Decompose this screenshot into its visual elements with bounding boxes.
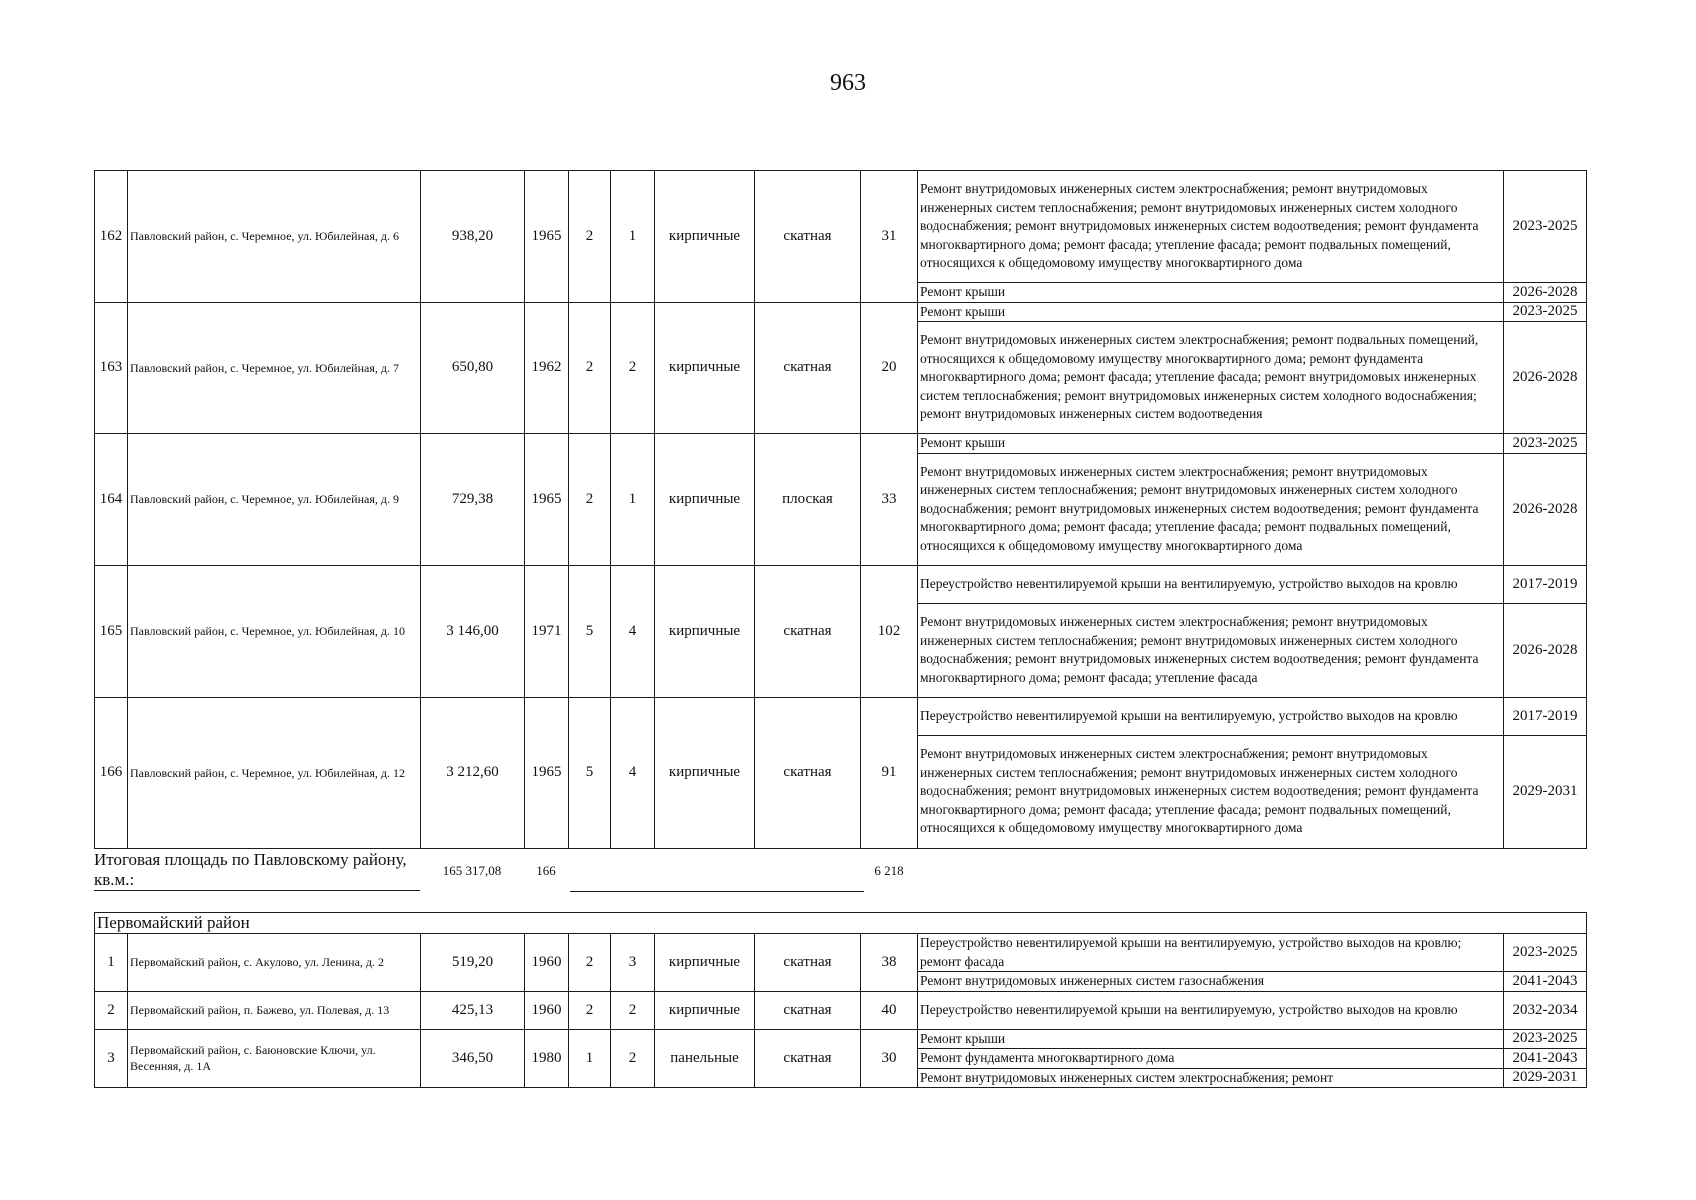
work-description: Переустройство невентилируемой крыши на вентилируемую, устройство выходов на кровлю [918,565,1504,603]
area-cell: 3 212,60 [421,697,525,848]
table-row [95,697,1587,735]
work-period: 2029-2031 [1504,735,1587,848]
work-description: Ремонт крыши [918,1029,1504,1049]
address-cell: Павловский район, с. Черемное, ул. Юбилейная, д. 9 [128,434,421,566]
apartments-cell: 40 [861,991,918,1029]
year-cell: 1965 [525,697,569,848]
total-label: Итоговая площадь по Павловскому району, кв.м.: [94,850,420,891]
work-period: 2017-2019 [1504,697,1587,735]
roof-type-cell: скатная [755,697,861,848]
entrances-cell: 2 [611,1029,655,1088]
roof-type-cell: плоская [755,434,861,566]
row-number: 2 [95,991,128,1029]
work-description: Ремонт внутридомовых инженерных систем электроснабжения; ремонт внутридомовых инженерных систем теплоснабжения; ремонт внутридомовых инженерных систем холодного водоснабжения; ремонт внутридомовых инженерных систем водоотведения; ремонт фундамента многоквартирного дома; ремонт фасада; утепление фасада; ремонт подвальных помещений, относящихся к общедомовому имуществу многоквартирного дома [918,735,1504,848]
work-description: Переустройство невентилируемой крыши на вентилируемую, устройство выходов на кровлю [918,991,1504,1029]
work-description: Ремонт крыши [918,302,1504,322]
area-cell: 729,38 [421,434,525,566]
work-period: 2032-2034 [1504,991,1587,1029]
area-cell: 3 146,00 [421,565,525,697]
year-cell: 1960 [525,991,569,1029]
work-description: Ремонт внутридомовых инженерных систем газоснабжения [918,972,1504,992]
work-description: Ремонт фундамента многоквартирного дома [918,1049,1504,1069]
work-period: 2026-2028 [1504,322,1587,434]
floors-cell: 2 [569,302,611,434]
entrances-cell: 2 [611,302,655,434]
entrances-cell: 4 [611,565,655,697]
apartments-cell: 31 [861,171,918,303]
row-number: 162 [95,171,128,303]
area-cell: 425,13 [421,991,525,1029]
table-row [95,991,1587,1029]
total-area: 165 317,08 [442,863,502,878]
entrances-cell: 2 [611,991,655,1029]
table-row [95,302,1587,322]
work-period: 2017-2019 [1504,565,1587,603]
address-cell: Первомайский район, с. Баюновские Ключи, ул. Весенняя, д. 1А [128,1029,421,1088]
entrances-cell: 4 [611,697,655,848]
table-row [95,171,1587,283]
walls-material-cell: панельные [655,1029,755,1088]
row-number: 3 [95,1029,128,1088]
work-period: 2029-2031 [1504,1068,1587,1088]
floors-cell: 2 [569,991,611,1029]
year-cell: 1960 [525,934,569,992]
work-period: 2041-2043 [1504,972,1587,992]
work-period: 2026-2028 [1504,453,1587,565]
total-count: 166 [536,863,556,878]
work-period: 2023-2025 [1504,1029,1587,1049]
year-cell: 1962 [525,302,569,434]
row-number: 165 [95,565,128,697]
work-description: Ремонт внутридомовых инженерных систем электроснабжения; ремонт [918,1068,1504,1088]
walls-material-cell: кирпичные [655,991,755,1029]
roof-type-cell: скатная [755,171,861,303]
apartments-cell: 102 [861,565,918,697]
walls-material-cell: кирпичные [655,697,755,848]
work-period: 2023-2025 [1504,302,1587,322]
entrances-cell: 3 [611,934,655,992]
table-row [95,434,1587,454]
apartments-cell: 20 [861,302,918,434]
area-cell: 519,20 [421,934,525,992]
floors-cell: 2 [569,434,611,566]
pavlovsky-table [94,170,1587,849]
roof-type-cell: скатная [755,991,861,1029]
address-cell: Павловский район, с. Черемное, ул. Юбилейная, д. 7 [128,302,421,434]
walls-material-cell: кирпичные [655,934,755,992]
roof-type-cell: скатная [755,302,861,434]
floors-cell: 5 [569,565,611,697]
work-period: 2023-2025 [1504,171,1587,283]
walls-material-cell: кирпичные [655,171,755,303]
year-cell: 1965 [525,171,569,303]
roof-type-cell: скатная [755,565,861,697]
pervomaysky-table [94,912,1587,1088]
apartments-cell: 33 [861,434,918,566]
work-period: 2026-2028 [1504,283,1587,303]
district-title: Первомайский район [95,913,1587,934]
walls-material-cell: кирпичные [655,434,755,566]
row-number: 1 [95,934,128,992]
row-number: 166 [95,697,128,848]
roof-type-cell: скатная [755,1029,861,1088]
page-number: 963 [830,70,866,96]
table-row [95,1029,1587,1049]
address-cell: Павловский район, с. Черемное, ул. Юбилейная, д. 6 [128,171,421,303]
walls-material-cell: кирпичные [655,302,755,434]
work-description: Переустройство невентилируемой крыши на вентилируемую, устройство выходов на кровлю; ремонт фасада [918,934,1504,972]
address-cell: Первомайский район, с. Акулово, ул. Ленина, д. 2 [128,934,421,992]
row-number: 163 [95,302,128,434]
address-cell: Павловский район, с. Черемное, ул. Юбилейная, д. 10 [128,565,421,697]
row-number: 164 [95,434,128,566]
work-period: 2041-2043 [1504,1049,1587,1069]
apartments-cell: 91 [861,697,918,848]
area-cell: 346,50 [421,1029,525,1088]
work-description: Ремонт внутридомовых инженерных систем электроснабжения; ремонт внутридомовых инженерных систем теплоснабжения; ремонт внутридомовых инженерных систем холодного водоснабжения; ремонт внутридомовых инженерных систем водоотведения; ремонт фундамента многоквартирного дома; ремонт фасада; утепление фасада; ремонт подвальных помещений, относящихся к общедомовому имуществу многоквартирного дома [918,171,1504,283]
work-period: 2026-2028 [1504,603,1587,697]
area-cell: 650,80 [421,302,525,434]
floors-cell: 5 [569,697,611,848]
work-description: Ремонт внутридомовых инженерных систем электроснабжения; ремонт внутридомовых инженерных систем теплоснабжения; ремонт внутридомовых инженерных систем холодного водоснабжения; ремонт внутридомовых инженерных систем водоотведения; ремонт фундамента многоквартирного дома; ремонт фасада; утепление фасада [918,603,1504,697]
total-apartments: 6 218 [874,863,904,878]
work-period: 2023-2025 [1504,934,1587,972]
year-cell: 1971 [525,565,569,697]
table-row [95,934,1587,972]
work-description: Ремонт крыши [918,283,1504,303]
work-description: Переустройство невентилируемой крыши на вентилируемую, устройство выходов на кровлю [918,697,1504,735]
address-cell: Павловский район, с. Черемное, ул. Юбилейная, д. 12 [128,697,421,848]
work-description: Ремонт крыши [918,434,1504,454]
work-description: Ремонт внутридомовых инженерных систем электроснабжения; ремонт внутридомовых инженерных систем теплоснабжения; ремонт внутридомовых инженерных систем холодного водоснабжения; ремонт внутридомовых инженерных систем водоотведения; ремонт фундамента многоквартирного дома; ремонт фасада; утепление фасада; ремонт подвальных помещений, относящихся к общедомовому имуществу многоквартирного дома [918,453,1504,565]
roof-type-cell: скатная [755,934,861,992]
apartments-cell: 30 [861,1029,918,1088]
area-cell: 938,20 [421,171,525,303]
work-description: Ремонт внутридомовых инженерных систем электроснабжения; ремонт подвальных помещений, относящихся к общедомовому имуществу многоквартирного дома; ремонт фундамента многоквартирного дома; ремонт фасада; утепление фасада; ремонт внутридомовых инженерных систем теплоснабжения; ремонт внутридомовых инженерных систем холодного водоснабжения; ремонт внутридомовых инженерных систем водоотведения [918,322,1504,434]
total-underline [570,891,864,892]
walls-material-cell: кирпичные [655,565,755,697]
address-cell: Первомайский район, п. Бажево, ул. Полевая, д. 13 [128,991,421,1029]
year-cell: 1980 [525,1029,569,1088]
floors-cell: 1 [569,1029,611,1088]
entrances-cell: 1 [611,171,655,303]
apartments-cell: 38 [861,934,918,992]
year-cell: 1965 [525,434,569,566]
table-row [95,565,1587,603]
entrances-cell: 1 [611,434,655,566]
floors-cell: 2 [569,171,611,303]
floors-cell: 2 [569,934,611,992]
work-period: 2023-2025 [1504,434,1587,454]
